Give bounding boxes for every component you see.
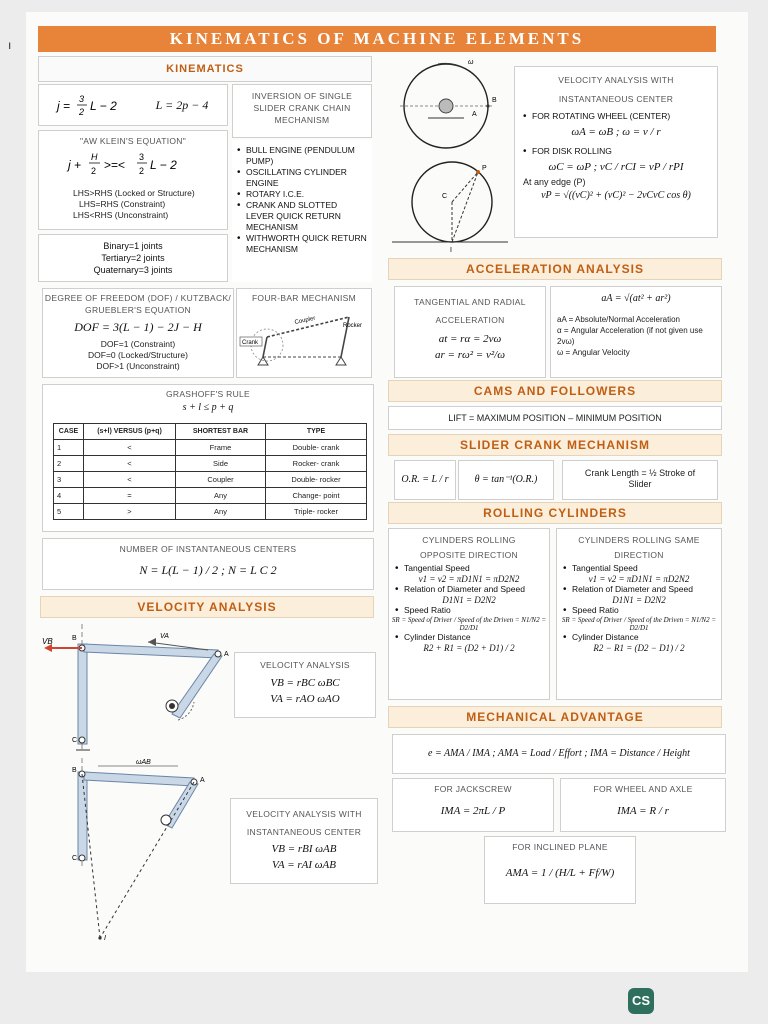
table-cell: 1: [54, 440, 84, 456]
table-cell: <: [84, 440, 176, 456]
wheel-hub: [439, 99, 453, 113]
point-p: [476, 170, 480, 174]
crank-length-box: [562, 460, 718, 500]
lift-box: [388, 406, 722, 430]
slider-eq: O.R. = L / r: [401, 474, 449, 485]
acceleration-eq: ar = rω² = v²/ω: [435, 349, 505, 361]
joints-list: [39, 235, 227, 276]
slider-heading: SLIDER CRANK MECHANISM: [388, 434, 722, 456]
velocity-heading: VELOCITY ANALYSIS: [40, 596, 374, 618]
velocity-eq: VA = rAO ωAO: [270, 693, 340, 705]
jackscrew-eq: IMA = 2πL / P: [440, 805, 506, 817]
fourbar-label: Crank: [242, 340, 259, 346]
radius-cp: [452, 172, 478, 202]
inclined-plane-box: [484, 836, 636, 904]
fourbar-title: FOUR-BAR MECHANISM: [251, 293, 357, 303]
table-cell: Side: [176, 456, 266, 472]
klein-lines: [39, 188, 227, 221]
velocity-eq: VA = rAI ωAB: [272, 859, 336, 871]
klein-equation-svg: [58, 149, 208, 181]
table-row: [54, 504, 367, 520]
joint-line: Tertiary=2 joints: [101, 253, 165, 263]
link-ba: [84, 772, 194, 786]
vel-ic-eq: vP = √((vC)² + (vC)² − 2vCvC cos θ): [541, 190, 691, 201]
table-cell: Coupler: [176, 472, 266, 488]
joint-line: Binary=1 joints: [103, 241, 163, 251]
vel-ic-edge: At any edge (P): [523, 177, 586, 187]
accel-def: ω = Angular Velocity: [557, 348, 630, 357]
vel-ic-item: • FOR ROTATING WHEEL (CENTER): [523, 111, 709, 122]
table-header-row: [54, 424, 367, 440]
table-cell: Any: [176, 504, 266, 520]
rolling-list: [557, 605, 721, 616]
svg-text:L − 2: L − 2: [150, 158, 177, 172]
table-cell: >: [84, 504, 176, 520]
dof-box: [42, 288, 234, 378]
velocity-analysis-box: [234, 652, 376, 718]
inversion-item: • BULL ENGINE (PENDULUM PUMP): [237, 145, 367, 167]
absolute-accel-box: [550, 286, 722, 378]
wheel-label: A: [472, 111, 477, 118]
velocity-label: C: [72, 737, 78, 744]
velocity-label: VB: [42, 637, 53, 646]
table-header: CASE: [54, 424, 84, 440]
rolling-same-box: [556, 528, 722, 700]
table-cell: Change- point: [266, 488, 367, 504]
link-bc: [78, 772, 87, 860]
angle-box: [458, 460, 554, 500]
ground-pivot: [336, 357, 346, 365]
rolling-eq: D1N1 = D2N2: [442, 595, 496, 605]
vel-ic-eq: ωA = ωB ; ω = v / r: [571, 126, 661, 138]
link-ao: [172, 654, 222, 718]
table-row: [54, 472, 367, 488]
rolling-item: • Cylinder Distance: [563, 632, 715, 643]
accel-def: aA = Absolute/Normal Acceleration: [557, 315, 680, 324]
grashof-table: [53, 423, 367, 520]
slider-eq: θ = tan⁻¹(O.R.): [474, 474, 538, 485]
table-cell: 3: [54, 472, 84, 488]
table-header: TYPE: [266, 424, 367, 440]
point-i: [98, 936, 101, 939]
klein-line: LHS=RHS (Constraint): [79, 199, 166, 209]
klein-box: [38, 130, 228, 230]
rolling-same-title: CYLINDERS ROLLING SAME DIRECTION: [578, 535, 700, 560]
wheel-label: C: [442, 193, 448, 200]
dof-lines: [43, 339, 233, 372]
wheel-label: P: [482, 165, 487, 172]
dof-equation: DOF = 3(L − 1) − 2J − H: [74, 320, 202, 334]
table-cell: Double- crank: [266, 440, 367, 456]
joint-c: [79, 855, 85, 861]
table-cell: 2: [54, 456, 84, 472]
acceleration-eq: at = rα = 2vω: [438, 333, 502, 345]
velocity-ic-box: [230, 798, 378, 884]
joint-equation-svg: [43, 91, 135, 119]
velocity-label: VA: [160, 633, 169, 640]
side-mark: ı: [8, 38, 12, 52]
table-cell: <: [84, 456, 176, 472]
fourbar-box: [236, 288, 372, 378]
inversion-item: • ROTARY I.C.E.: [237, 189, 367, 200]
svg-text:3: 3: [79, 94, 85, 104]
fourbar-label: Rocker: [343, 323, 363, 329]
link-bc: [78, 644, 87, 744]
svg-text:j =: j =: [57, 99, 71, 113]
inclined-plane-title: FOR INCLINED PLANE: [512, 842, 608, 852]
rolling-eq: SR = Speed of Driver / Speed of the Driven = N1/N2 = D2/D1: [391, 616, 547, 632]
dof-title: DEGREE OF FREEDOM (DOF) / KUTZBACK/ GRUEBLER'S EQUATION: [44, 293, 232, 315]
svg-text:2: 2: [91, 166, 97, 176]
absolute-accel-eq: aA = √(at² + ar²): [601, 293, 671, 304]
velocity-label: A: [224, 651, 229, 658]
velocity-label: I: [104, 935, 106, 942]
jackscrew-title: FOR JACKSCREW: [434, 784, 512, 794]
wheel-axle-title: FOR WHEEL AND AXLE: [593, 784, 693, 794]
rolling-heading: ROLLING CYLINDERS: [388, 502, 722, 524]
rolling-eq: v1 = v2 = πD1N1 = πD2N2: [588, 574, 690, 584]
velocity-label: ωAB: [136, 759, 151, 766]
vel-ic-item: • FOR DISK ROLLING: [523, 146, 709, 157]
klein-title: "AW KLEIN'S EQUATION": [79, 136, 187, 146]
vel-ic-eq: ωC = ωP ; vC / rCI = vP / rPI: [548, 161, 684, 173]
vel-ic-box: [514, 66, 718, 238]
klein-equation: [39, 149, 227, 186]
wheel-label: I: [450, 247, 452, 252]
dof-line: DOF>1 (Unconstraint): [96, 361, 180, 371]
line-ip: [452, 172, 478, 242]
instant-centers-title: NUMBER OF INSTANTANEOUS CENTERS: [119, 544, 297, 554]
mech-adv-heading: MECHANICAL ADVANTAGE: [388, 706, 722, 728]
instant-centers-box: [42, 538, 374, 590]
rolling-item: • Tangential Speed: [395, 563, 543, 574]
cams-heading: CAMS AND FOLLOWERS: [388, 380, 722, 402]
pivot-o-center: [169, 703, 175, 709]
table-cell: Any: [176, 488, 266, 504]
wheel-label: B: [492, 97, 497, 104]
table-row: [54, 488, 367, 504]
grashof-title: GRASHOFF'S RULE: [165, 389, 251, 399]
rolling-opposite-box: [388, 528, 550, 700]
wheel-label: ω: [468, 59, 474, 66]
accel-defs: [551, 304, 721, 358]
svg-text:j +: j +: [68, 158, 82, 172]
overhang-box: [394, 460, 456, 500]
joints-box: [38, 234, 228, 282]
rolling-item: • Cylinder Distance: [395, 632, 543, 643]
vel-ic-title: VELOCITY ANALYSIS WITH INSTANTANEOUS CENTER: [558, 75, 674, 104]
rolling-list: [389, 632, 549, 643]
dof-line: DOF=1 (Constraint): [100, 339, 176, 349]
instant-centers-equation: N = L(L − 1) / 2 ; N = L C 2: [139, 563, 277, 577]
kinematics-heading: KINEMATICS: [166, 63, 244, 75]
efficiency-box: [392, 734, 726, 774]
inversion-item: • OSCILLATING CYLINDER ENGINE: [237, 167, 367, 189]
acceleration-heading: ACCELERATION ANALYSIS: [388, 258, 722, 280]
rolling-list: [389, 563, 549, 574]
klein-line: LHS>RHS (Locked or Structure): [73, 188, 195, 198]
velocity-label: B: [72, 635, 77, 642]
inversion-list: [233, 141, 371, 255]
inversion-title-box: [232, 84, 372, 138]
velocity-label: A: [200, 777, 205, 784]
link-equation: L = 2p − 4: [155, 98, 209, 112]
link-ba: [84, 644, 218, 658]
wheel-diagrams: [388, 56, 512, 252]
rolling-list: [557, 563, 721, 574]
table-cell: =: [84, 488, 176, 504]
velocity-analysis-title: VELOCITY ANALYSIS: [260, 660, 350, 670]
grashof-box: [42, 384, 374, 532]
lift-text: LIFT = MAXIMUM POSITION – MINIMUM POSITION: [448, 413, 662, 423]
inversion-list-box: [232, 140, 372, 282]
velocity-eq: VB = rBI ωAB: [271, 843, 337, 855]
table-cell: Rocker- crank: [266, 456, 367, 472]
rolling-item: • Relation of Diameter and Speed: [563, 584, 715, 595]
va-arrowhead: [148, 638, 156, 646]
rolling-eq: R2 + R1 = (D2 + D1) / 2: [423, 643, 515, 653]
efficiency-eq: e = AMA / IMA ; AMA = Load / Effort ; IMA = Distance / Height: [428, 748, 690, 759]
rolling-item: • Tangential Speed: [563, 563, 715, 574]
accel-def: α = Angular Acceleration (if not given use 2vω): [557, 326, 703, 346]
table-row: [54, 456, 367, 472]
table-cell: <: [84, 472, 176, 488]
table-cell: 4: [54, 488, 84, 504]
grashof-rule: s + l ≤ p + q: [182, 402, 234, 413]
velocity-diagram-top: [38, 622, 238, 754]
inversion-title: INVERSION OF SINGLE SLIDER CRANK CHAIN MECHANISM: [251, 91, 353, 125]
table-cell: Frame: [176, 440, 266, 456]
dof-line: DOF=0 (Locked/Structure): [88, 350, 188, 360]
velocity-diagram-bottom: [38, 756, 238, 948]
rolling-item: • Relation of Diameter and Speed: [395, 584, 543, 595]
velocity-ic-title: VELOCITY ANALYSIS WITH INSTANTANEOUS CENTER: [246, 809, 362, 837]
rolling-eq: R2 − R1 = (D2 − D1) / 2: [593, 643, 685, 653]
svg-text:3: 3: [139, 152, 145, 162]
svg-text:2: 2: [79, 107, 85, 117]
tangential-box: [394, 286, 546, 378]
jackscrew-box: [392, 778, 554, 832]
svg-text:>=<: >=<: [104, 158, 126, 172]
joint-a: [215, 651, 221, 657]
page-title: KINEMATICS OF MACHINE ELEMENTS: [38, 26, 716, 52]
inversion-item: • CRANK AND SLOTTED LEVER QUICK RETURN MECHANISM: [237, 200, 367, 233]
svg-text:L − 2: L − 2: [90, 99, 117, 113]
rolling-list: [557, 632, 721, 643]
wheel-axle-box: [560, 778, 726, 832]
fourbar-label: Coupler: [294, 315, 316, 326]
rolling-list: [389, 605, 549, 616]
rolling-eq: SR = Speed of Driver / Speed of the Driven = N1/N2 = D2/D1: [561, 616, 717, 632]
rolling-item: • Speed Ratio: [395, 605, 543, 616]
velocity-label: C: [72, 855, 78, 862]
table-cell: 5: [54, 504, 84, 520]
wheel-axle-eq: IMA = R / r: [617, 805, 669, 817]
velocity-label: B: [72, 767, 77, 774]
table-header: SHORTEST BAR: [176, 424, 266, 440]
table-header: (s+l) VERSUS (p+q): [84, 424, 176, 440]
rolling-list: [557, 584, 721, 595]
inversion-item: • WITHWORTH QUICK RETURN MECHANISM: [237, 233, 367, 255]
tangential-title: TANGENTIAL AND RADIAL ACCELERATION: [414, 297, 526, 325]
rolling-opposite-title: CYLINDERS ROLLING OPPOSITE DIRECTION: [420, 535, 518, 560]
mobility-eq-box: [38, 84, 228, 126]
svg-text:H: H: [91, 152, 98, 162]
point-b: [486, 104, 489, 107]
rolling-eq: D1N1 = D2N2: [612, 595, 666, 605]
svg-text:2: 2: [139, 166, 145, 176]
vel-ic-list: [515, 144, 717, 159]
table-cell: Triple- rocker: [266, 504, 367, 520]
joint-c: [79, 737, 85, 743]
table-cell: Double- rocker: [266, 472, 367, 488]
joint-line: Quaternary=3 joints: [93, 265, 173, 275]
crank-link: [263, 337, 267, 357]
camscanner-badge: CS: [628, 988, 654, 1014]
table-row: [54, 440, 367, 456]
vel-ic-list: [515, 109, 717, 124]
inclined-plane-eq: AMA = 1 / (H/L + Ff/W): [505, 867, 615, 879]
crank-length: Crank Length = ½ Stroke of Slider: [584, 468, 696, 489]
klein-line: LHS<RHS (Unconstraint): [73, 210, 169, 220]
joint-equation: [43, 91, 135, 123]
rolling-eq: v1 = v2 = πD1N1 = πD2N2: [418, 574, 520, 584]
rolling-item: • Speed Ratio: [563, 605, 715, 616]
kinematics-heading-box: [38, 56, 372, 82]
fourbar-diagram: [237, 305, 373, 377]
velocity-eq: VB = rBC ωBC: [270, 677, 340, 689]
rolling-list: [389, 584, 549, 595]
